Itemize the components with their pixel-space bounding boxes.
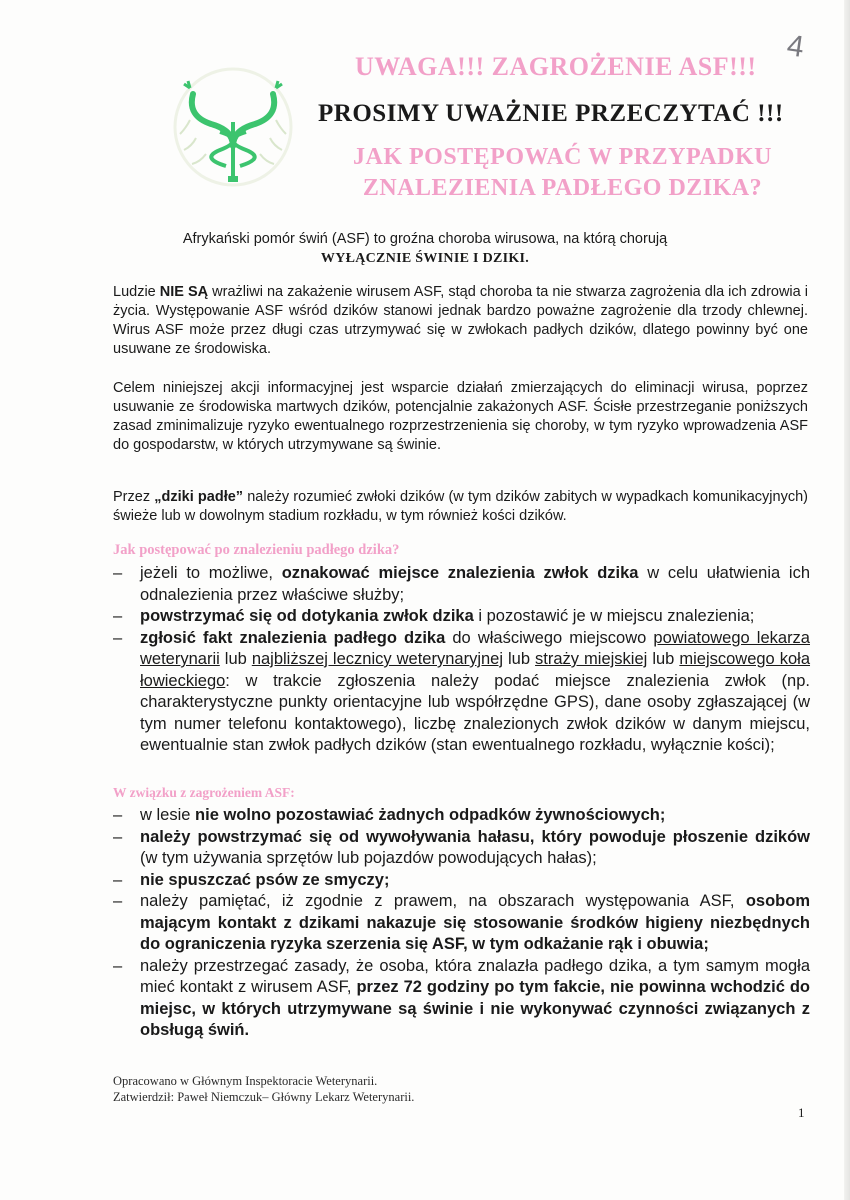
item-bold: osobom mającym kontakt z dzikami nakazuje się stosowanie środków higieny niezbędnych do ograniczenia ryzyka szerzenia się ASF, w tym odkażanie rąk i obuwia;: [140, 892, 810, 953]
contact-district-vet: powiatowego lekarza weterynarii: [140, 628, 810, 668]
item-bold: oznakować miejsce znalezienia zwłok dzika: [281, 564, 639, 582]
paragraph3-rest: należy rozumieć zwłoki dzików (w tym dzików zabitych w wypadkach komunikacyjnych) świeże lub w dowolnym stadium rozkładu, w tym również kości dzików.: [113, 489, 808, 524]
title-question-line2: ZNALEZIENIA PADŁEGO DZIKA?: [362, 175, 763, 201]
intro-emphasis: WYŁĄCZNIE ŚWINIE I DZIKI.: [320, 251, 530, 266]
handwritten-page-mark: 4: [784, 29, 806, 65]
title-read-carefully: PROSIMY UWAŻNIE PRZECZYTAĆ !!!: [318, 100, 784, 127]
list-dash: –: [113, 564, 123, 582]
item-bold: powstrzymać się od dotykania zwłok dzika: [140, 607, 474, 625]
list-item: [113, 891, 810, 956]
item-bold: należy powstrzymać się od wywoływania hałasu, który powoduje płoszenie dzików: [140, 827, 810, 846]
item-bold: nie spuszczać psów ze smyczy;: [140, 870, 390, 889]
paragraph1-start: Ludzie: [113, 284, 160, 300]
scan-edge: [844, 0, 850, 1200]
item-text: do właściwego miejscowo: [445, 628, 654, 647]
list-dash: –: [113, 806, 123, 824]
title-question-line1: JAK POSTĘPOWAĆ W PRZYPADKU: [352, 144, 773, 170]
contact-city-guard: straży miejskiej: [535, 650, 648, 668]
item-text: w celu ułatwienia ich odnalezienia przez właściwe służby;: [140, 564, 811, 604]
list-item: [113, 870, 810, 892]
list-dash: –: [113, 827, 123, 846]
intro-text: Afrykański pomór świń (ASF) to groźna choroba wirusowa, na którą chorują: [182, 231, 668, 247]
list-item: [113, 827, 810, 870]
section-heading-what-to-do: Jak postępować po znalezieniu padłego dzika?: [113, 542, 400, 558]
item-text: należy pamiętać, iż zgodnie z prawem, na obszarach występowania ASF,: [140, 892, 746, 910]
item-text: i pozostawić je w miejscu znalezienia;: [473, 607, 755, 625]
paragraph-campaign-goal: Celem niniejszej akcji informacyjnej jest wsparcie działań zmierzających do eliminacji wirusa, poprzez usuwanie ze środowiska martwych dzików, potencjalnie zakażonych ASF. Ścisłe przestrzeganie poniższych zasad zminimalizuje ryzyko ewentualnego rozprzestrzenienia się choroby, w tym ryzyko wprowadzenia ASF do gospodarstw, w których utrzymywane są świnie.: [113, 380, 808, 453]
list-dash: –: [113, 892, 123, 910]
instructions-list: [113, 563, 810, 757]
footer-prepared-by: Opracowano w Głównym Inspektoracie Weterynarii.: [113, 1074, 378, 1088]
item-text: lub: [219, 650, 252, 668]
item-bold: zgłosić fakt znalezienia padłego dzika: [140, 628, 446, 647]
contact-hunting-club: miejscowego koła łowieckiego: [140, 650, 811, 690]
intro-paragraph: [112, 230, 738, 268]
item-text: należy przestrzegać zasady, że osoba, która znalazła padłego dzika, a tym samym mogła mieć kontakt z wirusem ASF,: [140, 956, 810, 996]
footer-approved-by: Zatwierdził: Paweł Niemczuk– Główny Lekarz Weterynarii.: [113, 1090, 415, 1104]
veterinary-caduceus-icon: [168, 62, 298, 192]
paragraph-human-safety: [113, 283, 808, 359]
item-text: (w tym używania sprzętów lub pojazdów powodujących hałas);: [140, 849, 597, 867]
item-text: jeżeli to możliwe,: [140, 564, 282, 582]
item-bold: nie wolno pozostawiać żadnych odpadków żywnościowych;: [195, 806, 666, 824]
paragraph3-start: Przez: [113, 489, 155, 505]
list-dash: –: [113, 607, 123, 625]
list-item: [113, 563, 810, 606]
paragraph-definition: [113, 488, 808, 526]
list-dash: –: [113, 956, 123, 975]
item-text: lub: [503, 650, 536, 668]
list-dash: –: [113, 628, 123, 647]
list-dash: –: [113, 870, 123, 889]
page-number: 1: [798, 1105, 805, 1120]
section-heading-asf-threat: W związku z zagrożeniem ASF:: [113, 785, 295, 800]
rules-list: [113, 805, 810, 1042]
contact-vet-clinic: najbliższej lecznicy weterynaryjnej: [251, 650, 504, 668]
title-warning: UWAGA!!! ZAGROŻENIE ASF!!!: [355, 52, 757, 81]
list-item: [113, 606, 810, 628]
paragraph1-bold: NIE SĄ: [159, 284, 209, 300]
list-item: [113, 956, 810, 1042]
item-text: w lesie: [140, 806, 196, 824]
paragraph3-bold: „dziki padłe”: [154, 489, 244, 505]
paragraph1-rest: wrażliwi na zakażenie wirusem ASF, stąd choroba ta nie stwarza zagrożenia dla ich zdrowia i życia. Występowanie ASF wśród dzików stanowi jednak bardzo poważne zagrożenie dla trzody chlewnej. Wirus ASF może przez długi czas utrzymywać się w zwłokach padłych dzików, dlatego powinny być one usuwane ze środowiska.: [113, 284, 808, 357]
list-item: [113, 805, 810, 827]
item-text: lub: [647, 650, 680, 668]
footer-credits: [113, 1073, 414, 1105]
item-bold: przez 72 godziny po tym fakcie, nie powinna wchodzić do miejsc, w których utrzymywane są świnie i nie wykonywać czynności związanych z obsługą świń.: [140, 978, 810, 1039]
item-text: : w trakcie zgłoszenia należy podać miejsce znalezienia zwłok (np. charakterystyczne punkty orientacyjne lub współrzędne GPS), dane osoby zgłaszającej (w tym numer telefonu kontaktowego), liczbę znalezionych zwłok dzików w danym miejscu, ewentualnie stan zwłok padłych dzików (stan ewentualnego rozkładu, wyłącznie kości);: [140, 671, 810, 754]
list-item: [113, 628, 810, 757]
title-question: [300, 142, 825, 204]
